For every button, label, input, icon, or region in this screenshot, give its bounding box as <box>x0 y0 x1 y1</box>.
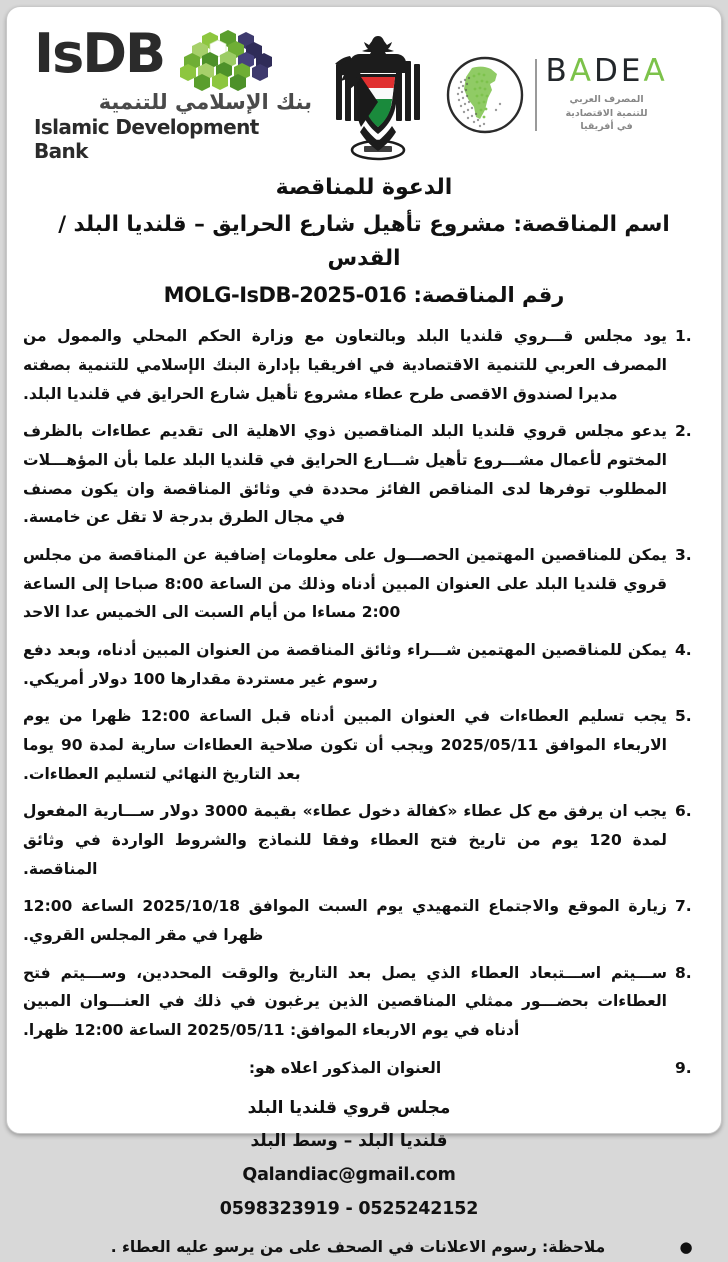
isdb-acronym-text: IsDB <box>34 21 165 85</box>
clause-item <box>23 1054 701 1083</box>
clause-list <box>21 322 707 1082</box>
clause-item <box>23 702 701 788</box>
tender-name: اسم المناقصة: مشروع تأهيل شارع الحرايق – قلنديا البلد / القدس <box>58 212 670 272</box>
clause-number: 4. <box>675 641 692 660</box>
clause-text: يجب ان يرفق مع كل عطاء «كفالة دخول عطاء» بقيمة 3000 دولار ســـارية المفعول لمدة 120 يوم من تاريخ فتح العطاء وفقا للنماذج والشروط الواردة في وثائق المناقصة. <box>23 802 667 878</box>
badea-logo <box>444 52 694 138</box>
clause-item <box>23 322 701 408</box>
clause-number: 1. <box>675 327 692 346</box>
isdb-logo <box>34 21 312 163</box>
clause-text: العنوان المذكور اعلاه هو: <box>248 1058 442 1077</box>
badea-arabic-line-2: للتنمية الاقتصادية <box>565 107 648 119</box>
clause-item <box>23 417 701 532</box>
footnote <box>21 1234 707 1262</box>
clause-text: يدعو مجلس قروي قلنديا البلد المناقصين ذوي الاهلية الى تقديم عطاءات بالظرف المختوم لأعمال مشـــروع تأهيل شـــارع الحرايق في قلنديا البلد علما بأن المؤهـــلات المطلوب توفرها لدى المناقص الفائز محددة في وثائق المناقصة وان يكون مصنف في مجال الطرق بدرجة لا تقل عن خامسة. <box>23 422 667 527</box>
logo-bar <box>21 17 707 169</box>
clause-item <box>23 892 701 949</box>
clause-number: 8. <box>675 963 692 982</box>
africa-globe-icon <box>444 52 526 138</box>
clause-text: زيارة الموقع والاجتماع التمهيدي يوم السبت الموافق 2025/10/18 الساعة 12:00 ظهرا في مقر المجلس القروي. <box>23 897 667 945</box>
clause-text: يجب تسليم العطاءات في العنوان المبين أدناه قبل الساعة 12:00 ظهرا من يوم الاربعاء الموافق 2025/05/11 ويجب أن تكون صلاحية العطاءات سارية لمدة 90 يوما بعد التاريخ النهائي لتسليم العطاءات. <box>23 707 667 783</box>
isdb-english-name: Islamic Development Bank <box>34 114 259 163</box>
badea-arabic-line-3: في أفريقيا <box>580 121 633 133</box>
bullet-icon: ● <box>679 1238 693 1257</box>
clause-text: يمكن للمناقصين المهتمين شـــراء وثائق المناقصة من العنوان المبين أدناه، وبعد دفع رسوم غير مستردة مقدارها 100 دولار أمريكي. <box>23 641 667 688</box>
clause-number: 2. <box>675 422 692 441</box>
clause-item <box>23 541 701 627</box>
eagle-of-saladin-icon <box>326 30 430 160</box>
isdb-dome-icon <box>168 30 284 92</box>
clause-item <box>23 959 701 1045</box>
contact-email[interactable]: Qalandiac@gmail.com <box>242 1164 456 1185</box>
clause-item <box>23 797 701 883</box>
isdb-arabic-name: بنك الإسلامي للتنمية <box>98 89 312 114</box>
document-headings <box>21 171 707 312</box>
clause-text: يمكن للمناقصين المهتمين الحصـــول على معلومات إضافية عن المناقصة من مجلس قروي قلنديا البلد على العنوان المبين أدناه وذلك من الساعة 8:00 صباحا إلى الساعة 2:00 مساءا من أيام السبت الى الخميس عدا الاحد <box>23 546 667 622</box>
clause-item <box>23 636 701 693</box>
clause-number: 5. <box>675 707 692 726</box>
badea-text-block <box>545 52 668 134</box>
address-council-name: مجلس قروي قلنديا البلد <box>247 1097 451 1118</box>
badea-arabic-subtitle <box>546 93 668 134</box>
badea-divider <box>535 59 537 131</box>
clause-text: ســـيتم اســـتبعاد العطاء الذي يصل بعد التاريخ والوقت المحددين، وســـيتم فتح العطاءات بحضـــور ممثلي المناقصين الذين يرغبون في ذلك في العنـــوان المبين أدناه في يوم الاربعاء الموافق: 2025/05/11 الساعة 12:00 ظهرا. <box>23 963 667 1040</box>
clause-number: 9. <box>675 1058 692 1077</box>
contact-phones[interactable]: 0598323919 - 0525242152 <box>219 1198 479 1219</box>
tender-announcement-page <box>6 6 722 1257</box>
badea-wordmark: B A DE A <box>545 52 668 89</box>
address-block <box>21 1092 707 1227</box>
isdb-logo-top <box>34 21 284 92</box>
address-location: قلنديا البلد – وسط البلد <box>250 1130 448 1151</box>
clause-number: 7. <box>675 897 692 916</box>
clause-number: 3. <box>675 546 692 565</box>
clause-number: 6. <box>675 802 692 821</box>
page-title: الدعوة للمناقصة <box>275 175 453 200</box>
badea-arabic-line-1: المصرف العربي <box>569 93 644 105</box>
footnote-text: ملاحظة: رسوم الاعلانات في الصحف على من يرسو عليه العطاء . <box>110 1238 606 1257</box>
tender-number: رقم المناقصة: MOLG-IsDB-2025-016 <box>163 282 565 307</box>
clause-text: يود مجلس قـــروي قلنديا البلد وبالتعاون مع وزارة الحكم المحلي والممول من المصرف العربي للتنمية الاقتصادية في افريقيا بإدارة البنك الإسلامي للتنمية بصفته مديرا لصندوق الاقصى طرح عطاء مشروع تأهيل شارع الحرايق في قلنديا البلد. <box>23 327 667 403</box>
